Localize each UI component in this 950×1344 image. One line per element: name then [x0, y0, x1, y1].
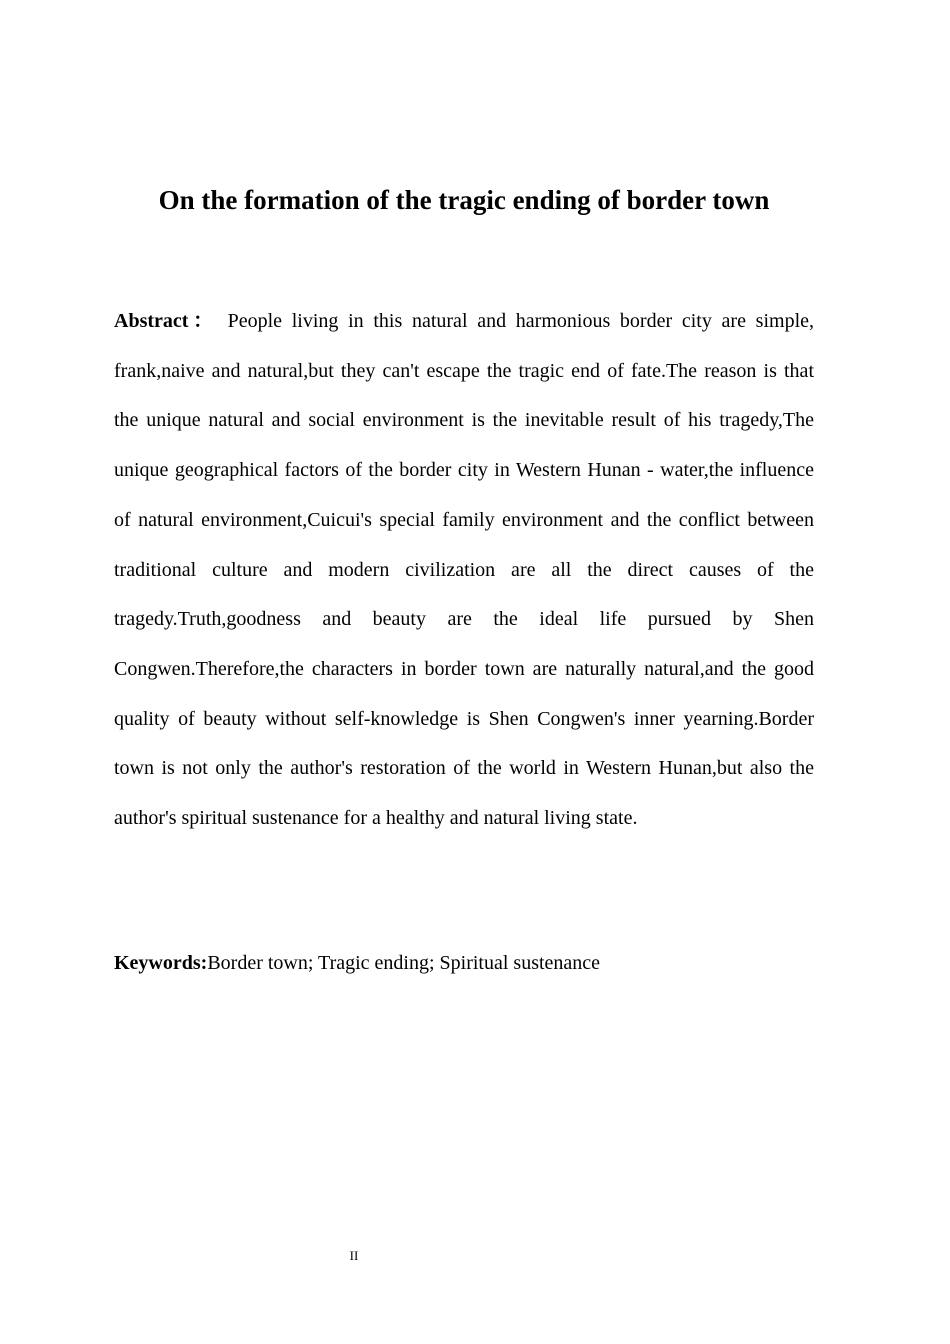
keywords-paragraph — [114, 943, 814, 983]
page-number: II — [349, 1248, 359, 1263]
keywords-label: Keywords: — [114, 952, 208, 974]
abstract-label: Abstract： — [114, 310, 218, 332]
abstract-text: People living in this natural and harmonious border city are simple, frank,naive and natural,but they can't escape the tragic end of fate.The reason is that the unique natural and social environment is the inevitable result of his tragedy,The unique geographical factors of the border city in Western Hunan - water,the influence of natural environment,Cuicui's special family environment and the conflict between traditional culture and modern civilization are all the direct causes of the tragedy.Truth,goodness and beauty are the ideal life pursued by Shen Congwen.Therefore,the characters in border town are naturally natural,and the good quality of beauty without self-knowledge is Shen Congwen's inner yearning.Border town is not only the author's restoration of the world in Western Hunan,but also the author's spiritual sustenance for a healthy and natural living state. — [114, 310, 814, 830]
document-title: On the formation of the tragic ending of border town — [158, 185, 770, 215]
keywords-text: Border town; Tragic ending; Spiritual sustenance — [207, 952, 601, 974]
abstract-paragraph — [114, 297, 814, 844]
